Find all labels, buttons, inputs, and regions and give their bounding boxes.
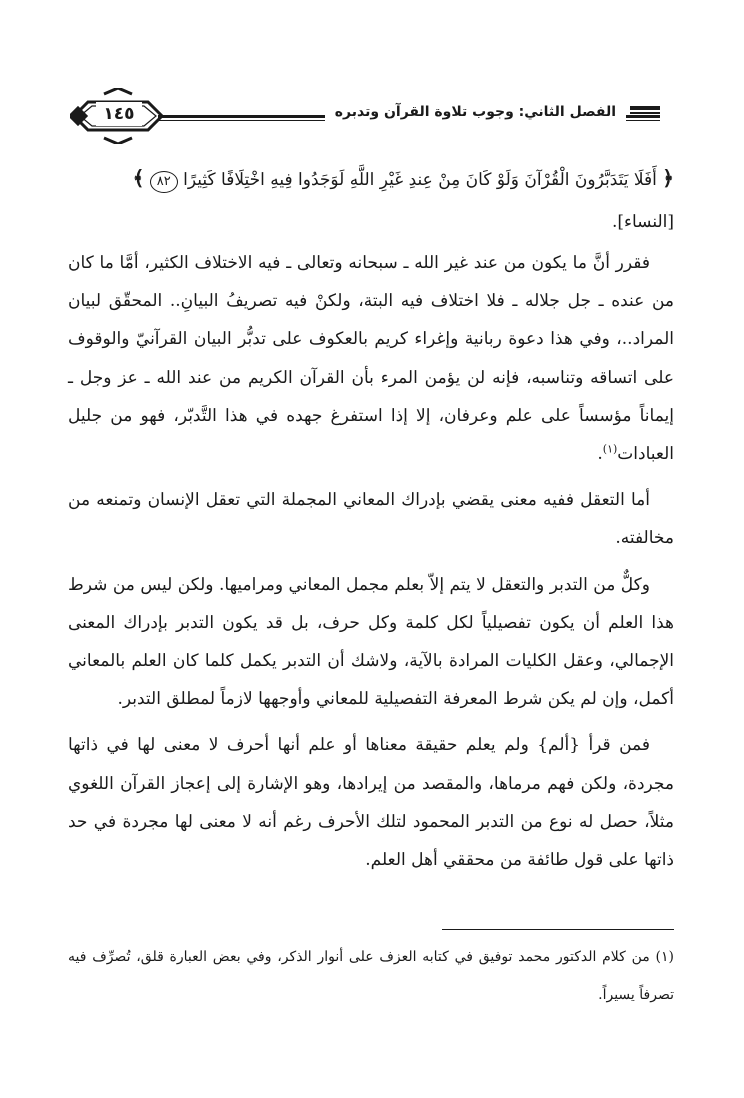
body-text bbox=[68, 244, 674, 887]
verse-text: أَفَلَا يَتَدَبَّرُونَ الْقُرْآنَ وَلَوْ كَانَ مِنْ عِندِ غَيْرِ اللَّهِ لَوَجَدُوا فِيهِ اخْتِلَافًا كَثِيرًا bbox=[183, 170, 657, 190]
verse-close-bracket: ﴾ bbox=[132, 166, 145, 190]
footnote-text: من كلام الدكتور محمد توفيق في كتابه العزف على أنوار الذكر، وفي بعض العبارة قلق، تُصرِّف فيه تصرفاً يسيراً. bbox=[68, 949, 674, 1003]
paragraph: وكلٌّ من التدبر والتعقل لا يتم إلاّ بعلم مجمل المعاني ومراميها. ولكن ليس من شرط هذا العلم أن يكون تفصيلياً لكل كلمة وكل حرف، بل قد يكون التدبر بإدراك المعنى الإجمالي، وعقل الكليات المرادة بالآية، ولاشك أن التدبر يكمل كلما كان العلم بالمعاني أكمل، وإن لم يكن شرط المعرفة التفصيلية للمعاني وأوجهها لازماً لمطلق التدبر. bbox=[68, 574, 674, 710]
paragraph-end: . bbox=[597, 444, 603, 465]
ayah-number: ٨٢ bbox=[150, 171, 178, 193]
footnote-marker: (١) bbox=[602, 442, 618, 456]
surah-reference: [النساء]. bbox=[611, 212, 674, 232]
footnote bbox=[68, 938, 674, 1014]
paragraph: أما التعقل ففيه معنى يقضي بإدراك المعاني المجملة التي تعقل الإنسان وتمنعه من مخالفته. bbox=[68, 490, 674, 549]
chapter-title: الفصل الثاني: وجوب تلاوة القرآن وتدبره bbox=[325, 102, 626, 122]
paragraph: فمن قرأ {ألم} ولم يعلم حقيقة معناها أو علم أنها أحرف لا معنى لها في ذاتها مجردة، ولكن فهم مرماها، والمقصد من إيرادها، وهو الإشارة إلى إعجاز القرآن اللغوي مثلاً، حصل له نوع من التدبر المحمود لتلك الأحرف رغم أنه لا معنى لها مجردة في حد ذاتها على قول طائفة من محققي أهل العلم. bbox=[68, 735, 674, 871]
page-header bbox=[70, 88, 660, 144]
header-mark bbox=[630, 106, 660, 110]
footnote-number: (١) bbox=[655, 949, 675, 965]
page-number: ١٤٥ bbox=[96, 102, 142, 126]
verse-open-bracket: ﴿ bbox=[662, 166, 674, 190]
paragraph-text: فقرر أنَّ ما يكون من عند غير الله ـ سبحانه وتعالى ـ فيه الاختلاف الكثير، أمَّا ما كان من عنده ـ جل جلاله ـ فلا اختلاف فيه البتة، ولكنْ فيه تصريفُ البيانِ.. المحقّق لبيان المراد..، وفي هذا دعوة ربانية وإغراء كريم بالعكوف على تدبُّر البيان القرآنيّ والوقوف على اتساقه وتناسبه، فإنه لن يؤمن المرء بأن القرآن الكريم من عند الله ـ عز وجل ـ إيماناً مؤسساً على علم وعرفان، إلا إذا استفرغ جهده في هذا التَّدبّر، فهو من جليل العبادات bbox=[68, 253, 674, 465]
paragraph bbox=[68, 244, 674, 473]
quran-verse bbox=[68, 158, 674, 200]
footnote-separator bbox=[442, 929, 674, 930]
header-mark-thin bbox=[630, 112, 660, 114]
